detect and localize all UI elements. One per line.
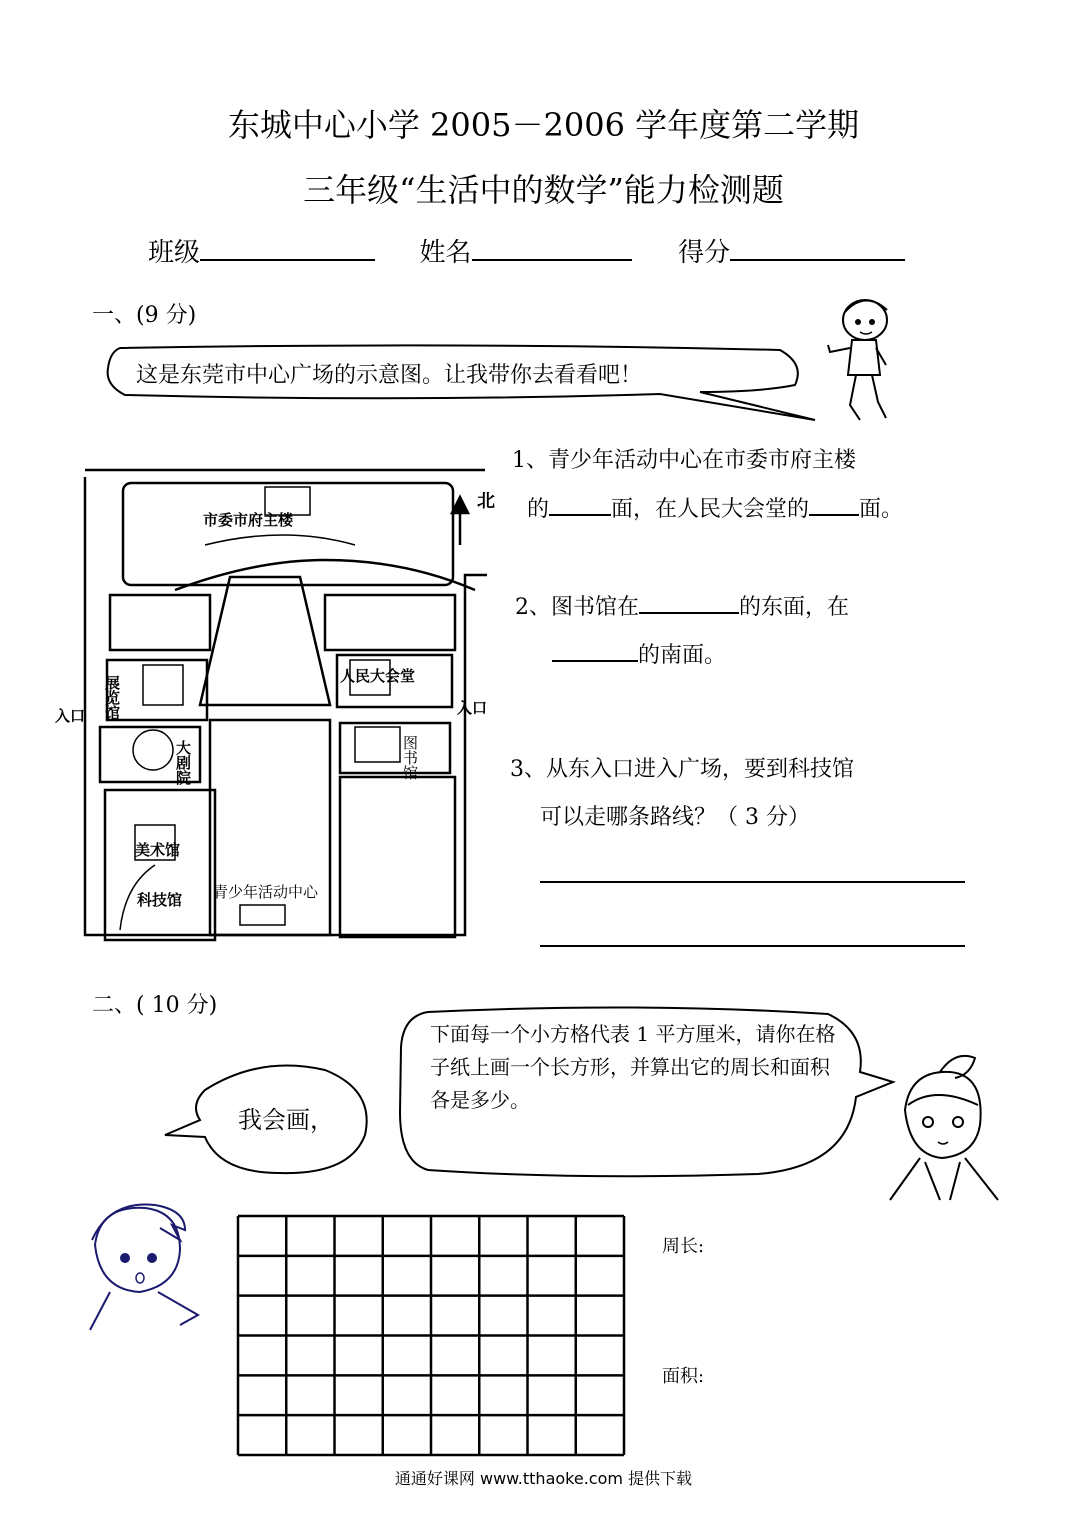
square-grid-paper[interactable] (236, 1214, 626, 1457)
map-city-hall-label: 市委市府主楼 (203, 511, 294, 529)
map-art-museum-label: 美术馆 (135, 841, 181, 859)
page-footer: 通通好课网 www.tthaoke.com 提供下载 (394, 1469, 693, 1488)
svg-text:图书馆: 图书馆 (401, 735, 419, 780)
q3-answer-line-2[interactable] (540, 945, 965, 947)
section2-heading: 二、( 10 分) (92, 993, 218, 1018)
class-field[interactable] (200, 237, 375, 261)
svg-text:展览馆: 展览馆 (103, 675, 121, 720)
girl-cartoon-illustration (880, 1050, 1005, 1205)
q1-blank-1[interactable] (549, 494, 611, 516)
q1-suffix: 面。 (859, 497, 904, 522)
perimeter-label: 周长: (662, 1236, 705, 1257)
question-3-line2: 可以走哪条路线？（ 3 分） (540, 805, 810, 830)
class-label: 班级 (148, 238, 201, 268)
boy-pointing-illustration (80, 1200, 205, 1335)
page-title: 东城中心小学 2005－2006 学年度第二学期 (227, 106, 860, 144)
speech-bubble-1-text: 这是东莞市中心广场的示意图。让我带你去看看吧！ (136, 363, 643, 388)
name-field[interactable] (472, 237, 632, 261)
q1-prefix: 的 (527, 497, 550, 522)
q2-blank-1[interactable] (639, 592, 739, 614)
section1-heading: 一、(9 分) (92, 303, 197, 328)
score-field[interactable] (730, 237, 905, 261)
q1-blank-2[interactable] (809, 494, 859, 516)
page-subtitle: 三年级“生活中的数学”能力检测题 (303, 171, 784, 209)
question-2-line2 (552, 638, 726, 669)
question-1-line1: 1、青少年活动中心在市委市府主楼 (512, 448, 856, 473)
area-label: 面积: (662, 1366, 705, 1387)
q3-answer-line-1[interactable] (540, 881, 965, 883)
map-exhibition-label (103, 675, 121, 721)
speech-bubble-right-text: 下面每一个小方格代表 1 平方厘米，请你在格子纸上画一个长方形，并算出它的周长和面积各是多少。 (430, 1022, 836, 1112)
map-theater-label (174, 740, 192, 785)
name-label: 姓名 (419, 238, 472, 268)
square-map (55, 465, 495, 950)
q2-suffix: 的南面。 (638, 643, 727, 668)
boy-cartoon-illustration (820, 290, 900, 430)
q2-mid: 的东面，在 (739, 595, 850, 620)
map-west-entrance-label: 入口 (55, 707, 86, 725)
map-youth-center-label: 青少年活动中心 (213, 883, 319, 901)
q2-prefix: 2、图书馆在 (515, 595, 639, 620)
score-label: 得分 (678, 238, 731, 268)
map-great-hall-label: 人民大会堂 (340, 667, 416, 685)
map-north-label: 北 (477, 491, 495, 512)
svg-text:大剧院: 大剧院 (174, 740, 192, 785)
speech-bubble-left-text: 我会画， (238, 1106, 334, 1134)
map-library-label (401, 735, 419, 780)
q2-blank-2[interactable] (552, 640, 638, 662)
question-1-line2 (527, 492, 903, 523)
map-east-entrance-label: 入口 (457, 699, 488, 717)
question-2-line1 (515, 590, 849, 621)
info-row (148, 232, 905, 269)
q1-mid: 面，在人民大会堂的 (611, 497, 810, 522)
map-science-museum-label: 科技馆 (137, 891, 183, 909)
question-3-line1: 3、从东入口进入广场，要到科技馆 (510, 757, 854, 782)
